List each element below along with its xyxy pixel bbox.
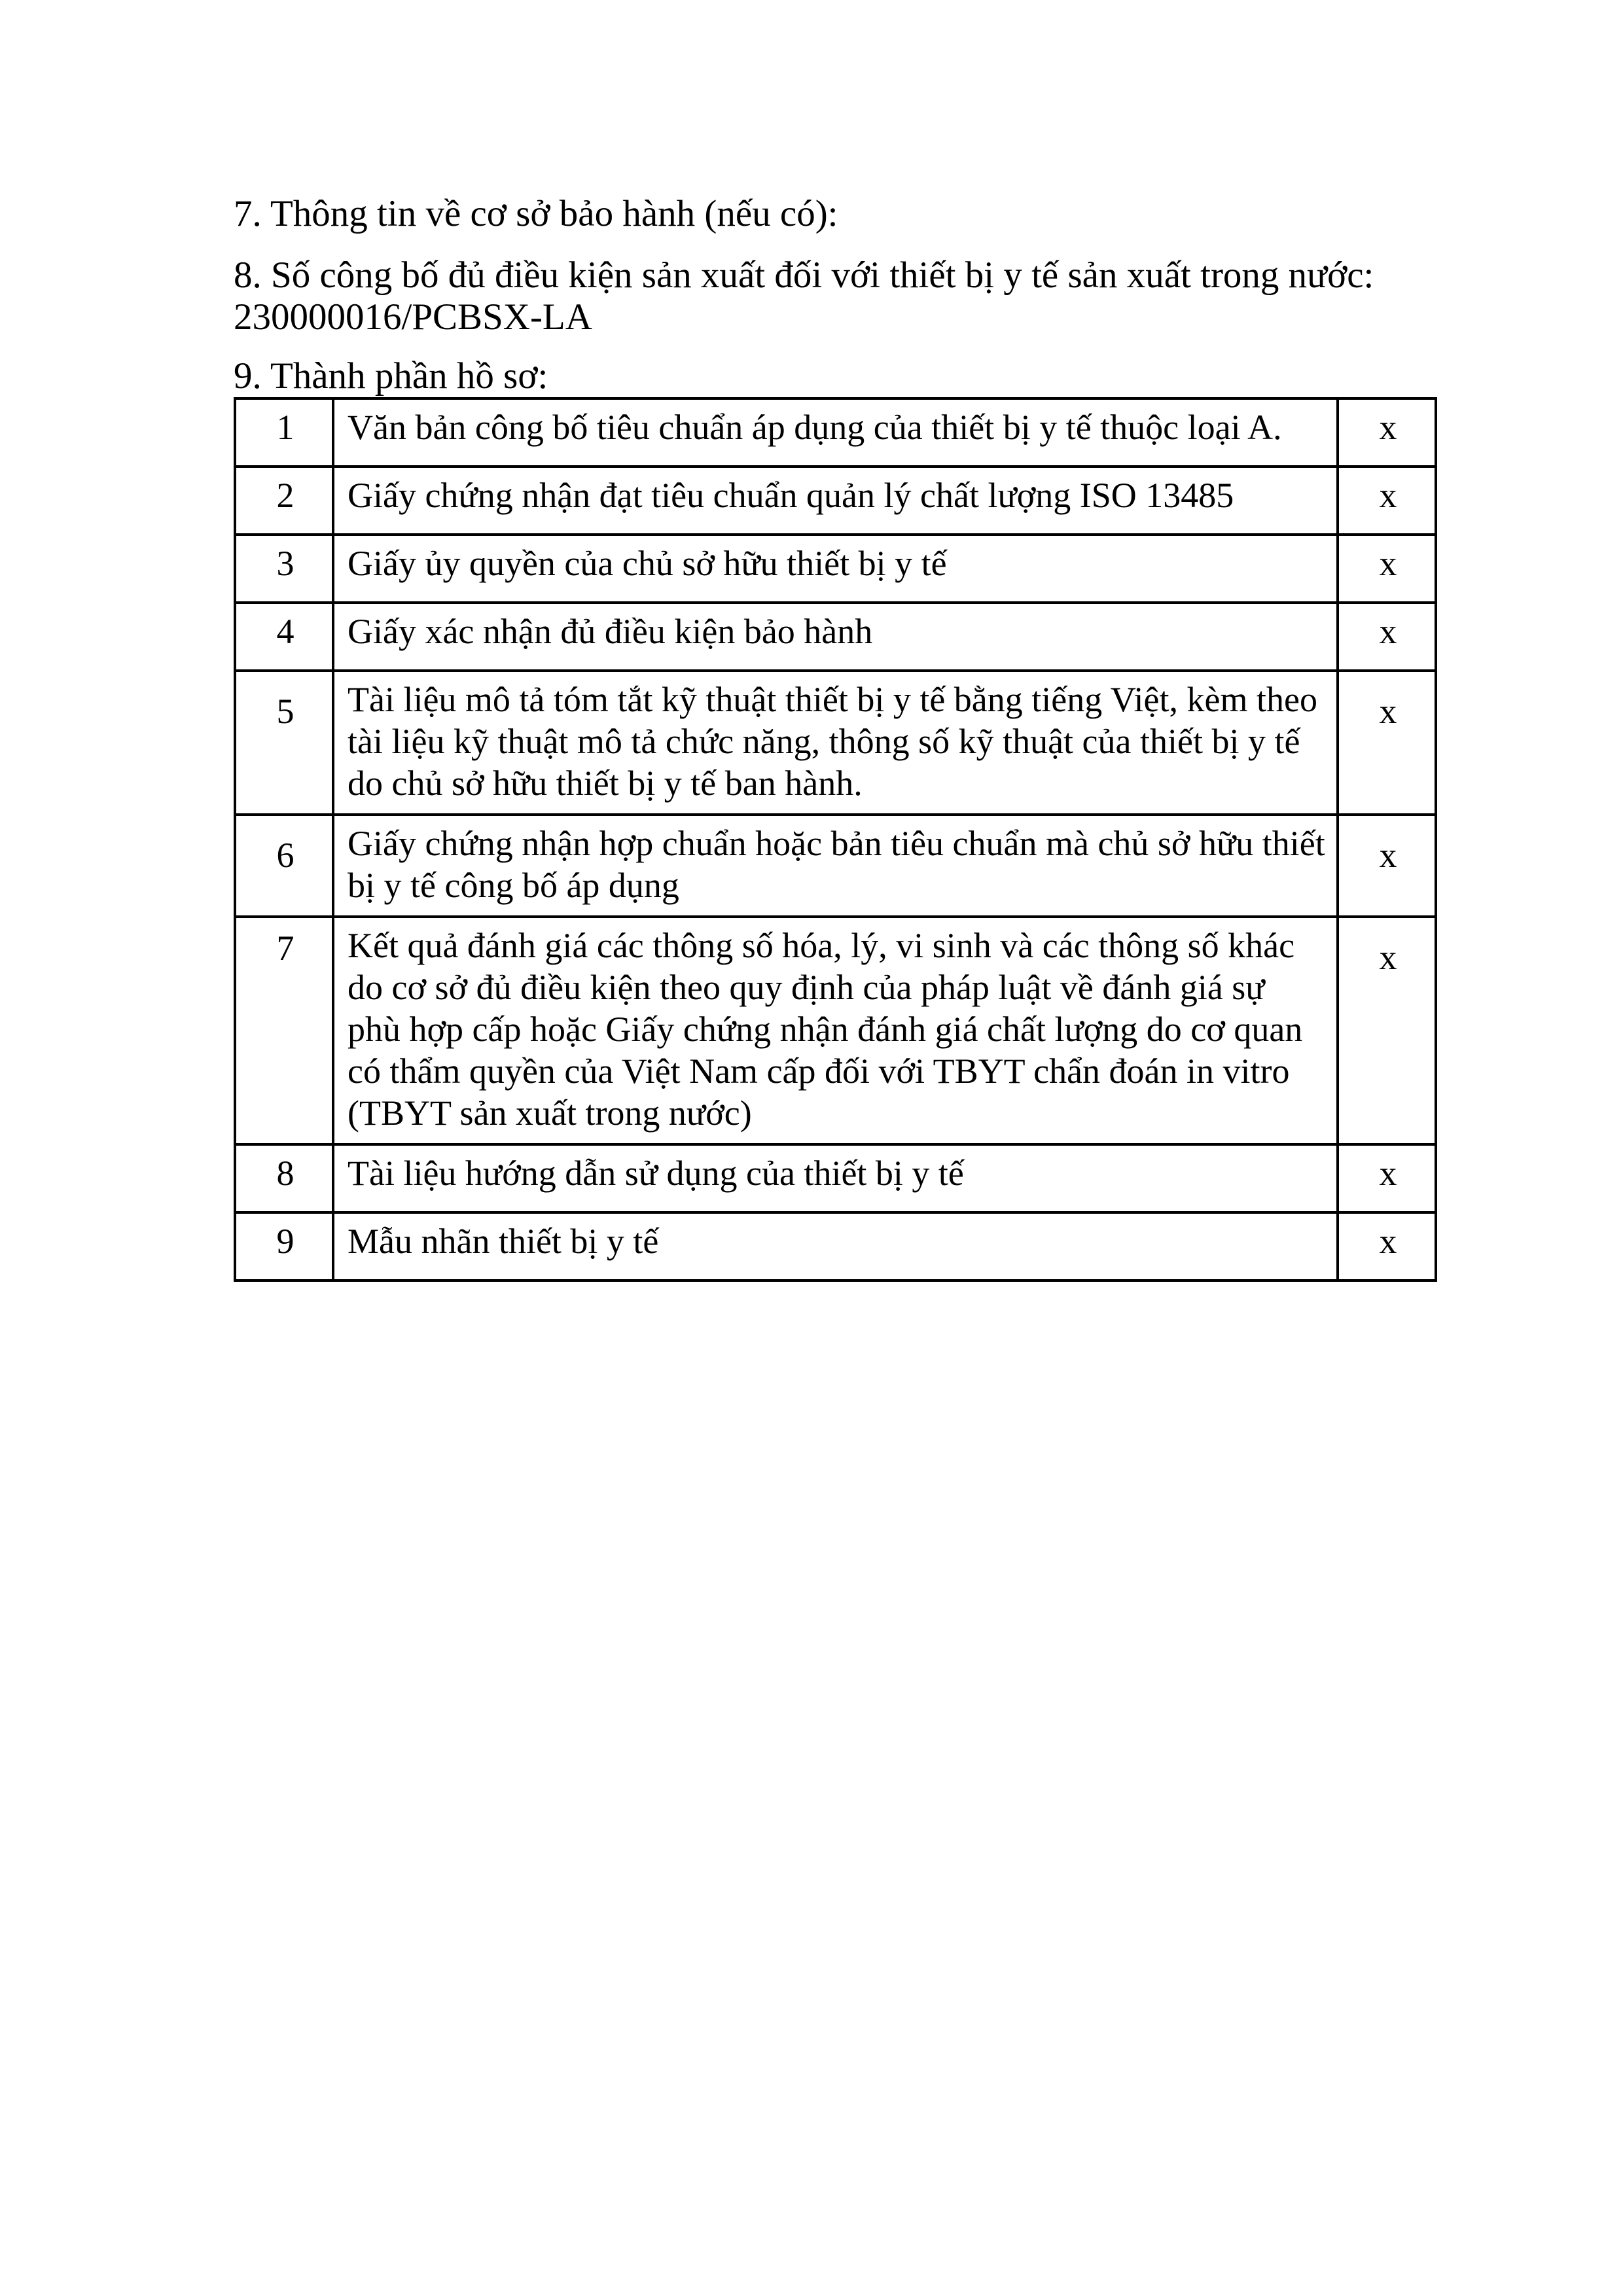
row-check-mark: x (1338, 467, 1436, 535)
row-number: 1 (235, 398, 333, 467)
warranty-info-line: 7. Thông tin về cơ sở bảo hành (nếu có): (234, 193, 838, 234)
row-number: 9 (235, 1212, 333, 1280)
table-row (235, 398, 1436, 467)
table-row (235, 815, 1436, 917)
row-check-mark: x (1338, 671, 1436, 815)
table-row (235, 535, 1436, 603)
dossier-table (234, 397, 1437, 1282)
row-number: 2 (235, 467, 333, 535)
row-check-mark: x (1338, 1144, 1436, 1212)
row-description: Giấy xác nhận đủ điều kiện bảo hành (333, 603, 1338, 671)
row-description: Giấy chứng nhận hợp chuẩn hoặc bản tiêu chuẩn mà chủ sở hữu thiết bị y tế công bố áp dụng (333, 815, 1338, 917)
document-body (234, 193, 1435, 1282)
row-description: Kết quả đánh giá các thông số hóa, lý, vi sinh và các thông số khác do cơ sở đủ điều kiện theo quy định của pháp luật về đánh giá sự phù hợp cấp hoặc Giấy chứng nhận đánh giá chất lượng do cơ quan có thẩm quyền của Việt Nam cấp đối với TBYT chẩn đoán in vitro (TBYT sản xuất trong nước) (333, 917, 1338, 1144)
row-description: Tài liệu hướng dẫn sử dụng của thiết bị y tế (333, 1144, 1338, 1212)
row-number: 3 (235, 535, 333, 603)
row-number: 4 (235, 603, 333, 671)
row-description: Văn bản công bố tiêu chuẩn áp dụng của thiết bị y tế thuộc loại A. (333, 398, 1338, 467)
row-description: Giấy ủy quyền của chủ sở hữu thiết bị y tế (333, 535, 1338, 603)
row-description: Giấy chứng nhận đạt tiêu chuẩn quản lý chất lượng ISO 13485 (333, 467, 1338, 535)
row-check-mark: x (1338, 398, 1436, 467)
row-check-mark: x (1338, 815, 1436, 917)
table-row (235, 467, 1436, 535)
table-row (235, 603, 1436, 671)
production-certificate-line: 8. Số công bố đủ điều kiện sản xuất đối với thiết bị y tế sản xuất trong nước: 230000016/PCBSX-LA (234, 255, 1374, 338)
row-check-mark: x (1338, 603, 1436, 671)
row-check-mark: x (1338, 535, 1436, 603)
table-row (235, 1144, 1436, 1212)
row-description: Mẫu nhãn thiết bị y tế (333, 1212, 1338, 1280)
row-number: 5 (235, 671, 333, 815)
table-row (235, 671, 1436, 815)
table-row (235, 1212, 1436, 1280)
row-number: 8 (235, 1144, 333, 1212)
row-number: 7 (235, 917, 333, 1144)
row-number: 6 (235, 815, 333, 917)
row-description: Tài liệu mô tả tóm tắt kỹ thuật thiết bị y tế bằng tiếng Việt, kèm theo tài liệu kỹ thuật mô tả chức năng, thông số kỹ thuật của thiết bị y tế do chủ sở hữu thiết bị y tế ban hành. (333, 671, 1338, 815)
table-row (235, 917, 1436, 1144)
row-check-mark: x (1338, 917, 1436, 1144)
dossier-heading: 9. Thành phần hồ sơ: (234, 355, 548, 397)
row-check-mark: x (1338, 1212, 1436, 1280)
